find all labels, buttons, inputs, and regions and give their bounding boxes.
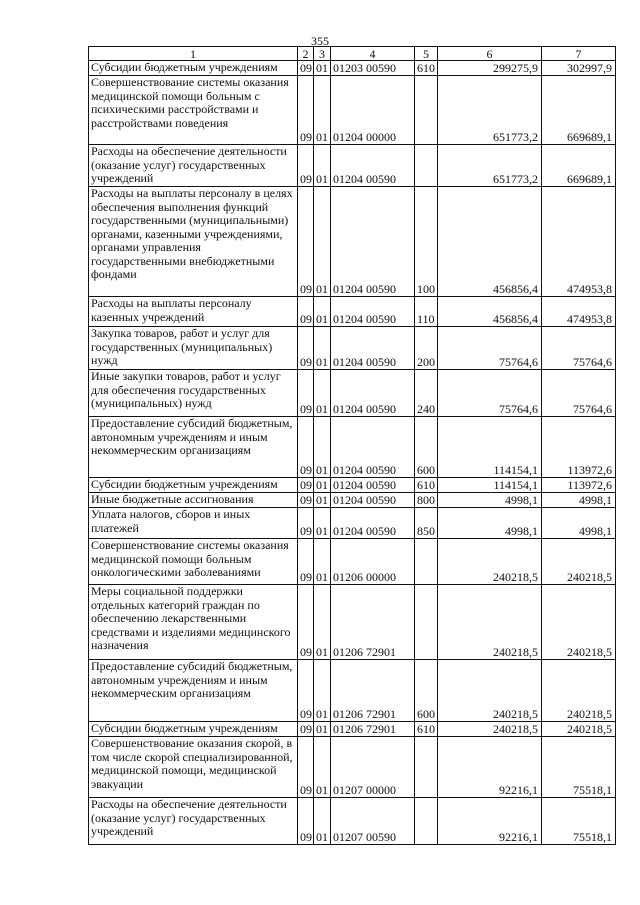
amount-col7: 474953,8 bbox=[542, 297, 616, 327]
section-code: 09 bbox=[298, 297, 314, 327]
expense-type-code: 850 bbox=[415, 508, 438, 539]
item-name: Иные бюджетные ассигнования bbox=[89, 493, 298, 508]
target-item-code: 01206 72901 bbox=[331, 722, 415, 737]
table-row bbox=[89, 297, 616, 327]
target-item-code: 01206 00000 bbox=[331, 539, 415, 585]
section-code: 09 bbox=[298, 660, 314, 722]
amount-col6: 4998,1 bbox=[438, 493, 542, 508]
table-row bbox=[89, 660, 616, 722]
target-item-code: 01204 00590 bbox=[331, 508, 415, 539]
item-name: Совершенствование оказания скорой, в том числе скорой специализированной, медицинской помощи, медицинской эвакуации bbox=[89, 737, 298, 798]
budget-table bbox=[88, 46, 616, 845]
expense-type-code bbox=[415, 585, 438, 660]
subsection-code: 01 bbox=[314, 145, 331, 187]
expense-type-code: 100 bbox=[415, 187, 438, 297]
table-row bbox=[89, 508, 616, 539]
table-row bbox=[89, 722, 616, 737]
target-item-code: 01204 00590 bbox=[331, 370, 415, 417]
section-code: 09 bbox=[298, 417, 314, 478]
target-item-code: 01204 00590 bbox=[331, 417, 415, 478]
subsection-code: 01 bbox=[314, 327, 331, 370]
header-cell: 7 bbox=[542, 47, 616, 61]
section-code: 09 bbox=[298, 370, 314, 417]
item-name: Субсидии бюджетным учреждениям bbox=[89, 61, 298, 76]
table-row bbox=[89, 417, 616, 478]
subsection-code: 01 bbox=[314, 417, 331, 478]
amount-col6: 651773,2 bbox=[438, 76, 542, 145]
amount-col6: 240218,5 bbox=[438, 722, 542, 737]
target-item-code: 01204 00000 bbox=[331, 76, 415, 145]
table-row bbox=[89, 145, 616, 187]
section-code: 09 bbox=[298, 798, 314, 845]
amount-col7: 75518,1 bbox=[542, 798, 616, 845]
section-code: 09 bbox=[298, 493, 314, 508]
amount-col7: 240218,5 bbox=[542, 539, 616, 585]
subsection-code: 01 bbox=[314, 76, 331, 145]
table-row bbox=[89, 539, 616, 585]
subsection-code: 01 bbox=[314, 585, 331, 660]
subsection-code: 01 bbox=[314, 798, 331, 845]
amount-col6: 75764,6 bbox=[438, 370, 542, 417]
subsection-code: 01 bbox=[314, 722, 331, 737]
amount-col6: 651773,2 bbox=[438, 145, 542, 187]
item-name: Субсидии бюджетным учреждениям bbox=[89, 478, 298, 493]
section-code: 09 bbox=[298, 539, 314, 585]
expense-type-code: 600 bbox=[415, 660, 438, 722]
subsection-code: 01 bbox=[314, 297, 331, 327]
item-name: Предоставление субсидий бюджетным, автономным учреждениям и иным некоммерческим организациям bbox=[89, 417, 298, 478]
section-code: 09 bbox=[298, 585, 314, 660]
expense-type-code bbox=[415, 145, 438, 187]
item-name: Расходы на выплаты персоналу казенных учреждений bbox=[89, 297, 298, 327]
amount-col7: 302997,9 bbox=[542, 61, 616, 76]
item-name: Совершенствование системы оказания медицинской помощи больным онкологическими заболеваниями bbox=[89, 539, 298, 585]
item-name: Субсидии бюджетным учреждениям bbox=[89, 722, 298, 737]
table-row bbox=[89, 585, 616, 660]
item-name: Закупка товаров, работ и услуг для государственных (муниципальных) нужд bbox=[89, 327, 298, 370]
target-item-code: 01206 72901 bbox=[331, 660, 415, 722]
expense-type-code: 600 bbox=[415, 417, 438, 478]
expense-type-code: 110 bbox=[415, 297, 438, 327]
target-item-code: 01204 00590 bbox=[331, 478, 415, 493]
table-row bbox=[89, 327, 616, 370]
amount-col6: 456856,4 bbox=[438, 187, 542, 297]
section-code: 09 bbox=[298, 508, 314, 539]
expense-type-code: 610 bbox=[415, 722, 438, 737]
item-name: Меры социальной поддержки отдельных категорий граждан по обеспечению лекарственными средствами и изделиями медицинского назначения bbox=[89, 585, 298, 660]
expense-type-code bbox=[415, 737, 438, 798]
amount-col7: 4998,1 bbox=[542, 508, 616, 539]
amount-col7: 75518,1 bbox=[542, 737, 616, 798]
amount-col7: 75764,6 bbox=[542, 370, 616, 417]
amount-col7: 669689,1 bbox=[542, 145, 616, 187]
amount-col6: 299275,9 bbox=[438, 61, 542, 76]
amount-col7: 240218,5 bbox=[542, 722, 616, 737]
subsection-code: 01 bbox=[314, 187, 331, 297]
expense-type-code: 800 bbox=[415, 493, 438, 508]
amount-col6: 240218,5 bbox=[438, 660, 542, 722]
expense-type-code bbox=[415, 76, 438, 145]
target-item-code: 01204 00590 bbox=[331, 327, 415, 370]
subsection-code: 01 bbox=[314, 508, 331, 539]
item-name: Расходы на обеспечение деятельности (оказание услуг) государственных учреждений bbox=[89, 145, 298, 187]
page-number: 355 bbox=[311, 34, 329, 48]
header-cell: 4 bbox=[331, 47, 415, 61]
amount-col6: 92216,1 bbox=[438, 737, 542, 798]
table-row bbox=[89, 737, 616, 798]
subsection-code: 01 bbox=[314, 61, 331, 76]
target-item-code: 01207 00590 bbox=[331, 798, 415, 845]
item-name: Совершенствование системы оказания медицинской помощи больным с психическими расстройствами и расстройствами поведения bbox=[89, 76, 298, 145]
amount-col6: 75764,6 bbox=[438, 327, 542, 370]
expense-type-code: 610 bbox=[415, 61, 438, 76]
header-cell: 1 bbox=[89, 47, 298, 61]
table-row bbox=[89, 187, 616, 297]
table-row bbox=[89, 76, 616, 145]
table-header-row bbox=[89, 47, 616, 61]
section-code: 09 bbox=[298, 61, 314, 76]
target-item-code: 01203 00590 bbox=[331, 61, 415, 76]
amount-col7: 240218,5 bbox=[542, 585, 616, 660]
subsection-code: 01 bbox=[314, 660, 331, 722]
section-code: 09 bbox=[298, 478, 314, 493]
item-name: Предоставление субсидий бюджетным, автономным учреждениям и иным некоммерческим организациям bbox=[89, 660, 298, 722]
amount-col6: 456856,4 bbox=[438, 297, 542, 327]
table-row bbox=[89, 370, 616, 417]
amount-col6: 114154,1 bbox=[438, 478, 542, 493]
target-item-code: 01207 00000 bbox=[331, 737, 415, 798]
amount-col7: 240218,5 bbox=[542, 660, 616, 722]
item-name: Расходы на выплаты персоналу в целях обеспечения выполнения функций государственными (муниципальными) органами, казенными учреждениями, органами управления государственными внебюджетными фондами bbox=[89, 187, 298, 297]
subsection-code: 01 bbox=[314, 737, 331, 798]
subsection-code: 01 bbox=[314, 370, 331, 417]
table-row bbox=[89, 493, 616, 508]
target-item-code: 01204 00590 bbox=[331, 493, 415, 508]
amount-col7: 474953,8 bbox=[542, 187, 616, 297]
amount-col6: 240218,5 bbox=[438, 539, 542, 585]
amount-col7: 75764,6 bbox=[542, 327, 616, 370]
amount-col6: 114154,1 bbox=[438, 417, 542, 478]
expense-type-code: 610 bbox=[415, 478, 438, 493]
expense-type-code: 240 bbox=[415, 370, 438, 417]
target-item-code: 01204 00590 bbox=[331, 187, 415, 297]
header-cell: 3 bbox=[314, 47, 331, 61]
header-cell: 6 bbox=[438, 47, 542, 61]
target-item-code: 01206 72901 bbox=[331, 585, 415, 660]
section-code: 09 bbox=[298, 145, 314, 187]
amount-col6: 4998,1 bbox=[438, 508, 542, 539]
expense-type-code bbox=[415, 798, 438, 845]
expense-type-code bbox=[415, 539, 438, 585]
item-name: Уплата налогов, сборов и иных платежей bbox=[89, 508, 298, 539]
amount-col7: 669689,1 bbox=[542, 76, 616, 145]
subsection-code: 01 bbox=[314, 478, 331, 493]
header-cell: 2 bbox=[298, 47, 314, 61]
section-code: 09 bbox=[298, 76, 314, 145]
section-code: 09 bbox=[298, 737, 314, 798]
section-code: 09 bbox=[298, 327, 314, 370]
amount-col7: 113972,6 bbox=[542, 478, 616, 493]
table-row bbox=[89, 798, 616, 845]
table-row bbox=[89, 478, 616, 493]
subsection-code: 01 bbox=[314, 493, 331, 508]
target-item-code: 01204 00590 bbox=[331, 145, 415, 187]
table-row bbox=[89, 61, 616, 76]
section-code: 09 bbox=[298, 187, 314, 297]
header-cell: 5 bbox=[415, 47, 438, 61]
amount-col7: 4998,1 bbox=[542, 493, 616, 508]
subsection-code: 01 bbox=[314, 539, 331, 585]
item-name: Иные закупки товаров, работ и услуг для обеспечения государственных (муниципальных) нужд bbox=[89, 370, 298, 417]
section-code: 09 bbox=[298, 722, 314, 737]
item-name: Расходы на обеспечение деятельности (оказание услуг) государственных учреждений bbox=[89, 798, 298, 845]
expense-type-code: 200 bbox=[415, 327, 438, 370]
amount-col7: 113972,6 bbox=[542, 417, 616, 478]
amount-col6: 240218,5 bbox=[438, 585, 542, 660]
target-item-code: 01204 00590 bbox=[331, 297, 415, 327]
amount-col6: 92216,1 bbox=[438, 798, 542, 845]
